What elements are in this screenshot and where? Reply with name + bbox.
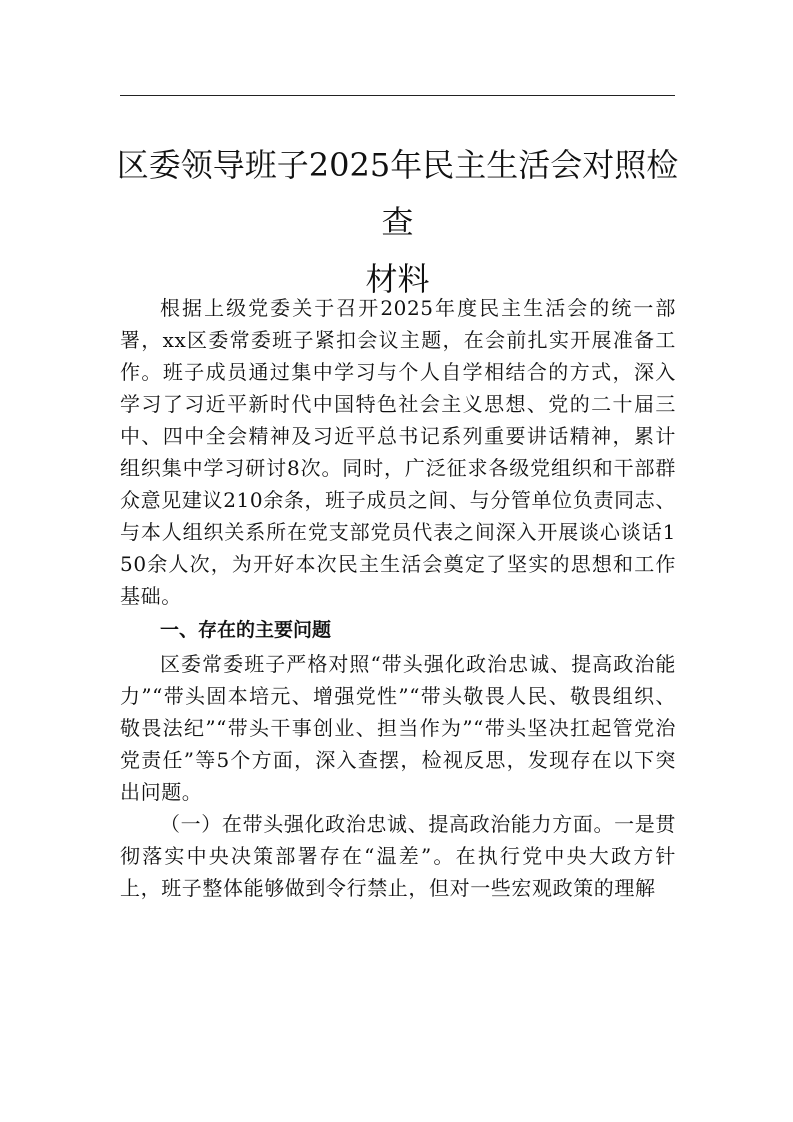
intro-paragraph: 根据上级党委关于召开2025年度民主生活会的统一部署，xx区委常委班子紧扣会议主题，在会前扎实开展准备工作。班子成员通过集中学习与个人自学相结合的方式，深入学习了习近平新时代中国特色社会主义思想、党的二十届三中、四中全会精神及习近平总书记系列重要讲话精神，累计组织集中学习研讨8次。同时，广泛征求各级党组织和干部群众意见建议210余条，班子成员之间、与分管单位负责同志、与本人组织关系所在党支部党员代表之间深入开展谈心谈话150余人次，为开好本次民主生活会奠定了坚实的思想和工作基础。	[120, 296, 676, 608]
header-rule	[120, 95, 675, 96]
title-line-1: 区委领导班子2025年民主生活会对照检查	[116, 146, 679, 241]
section-heading-problems: 一、存在的主要问题	[160, 619, 332, 641]
section-paragraph: 区委常委班子严格对照“带头强化政治忠诚、提高政治能力”“带头固本培元、增强党性”“带头敬畏人民、敬畏组织、敬畏法纪”“带头干事创业、担当作为”“带头坚决扛起管党治党责任”等5个方面，深入查摆，检视反思，发现存在以下突出问题。	[120, 652, 676, 804]
document-title	[110, 137, 685, 308]
document-body	[120, 292, 676, 904]
section-paragraph: （一）在带头强化政治忠诚、提高政治能力方面。一是贯彻落实中央决策部署存在“温差”。在执行党中央大政方针上，班子整体能够做到令行禁止，但对一些宏观政策的理解	[120, 812, 676, 900]
title-line-2: 材料	[365, 260, 430, 298]
